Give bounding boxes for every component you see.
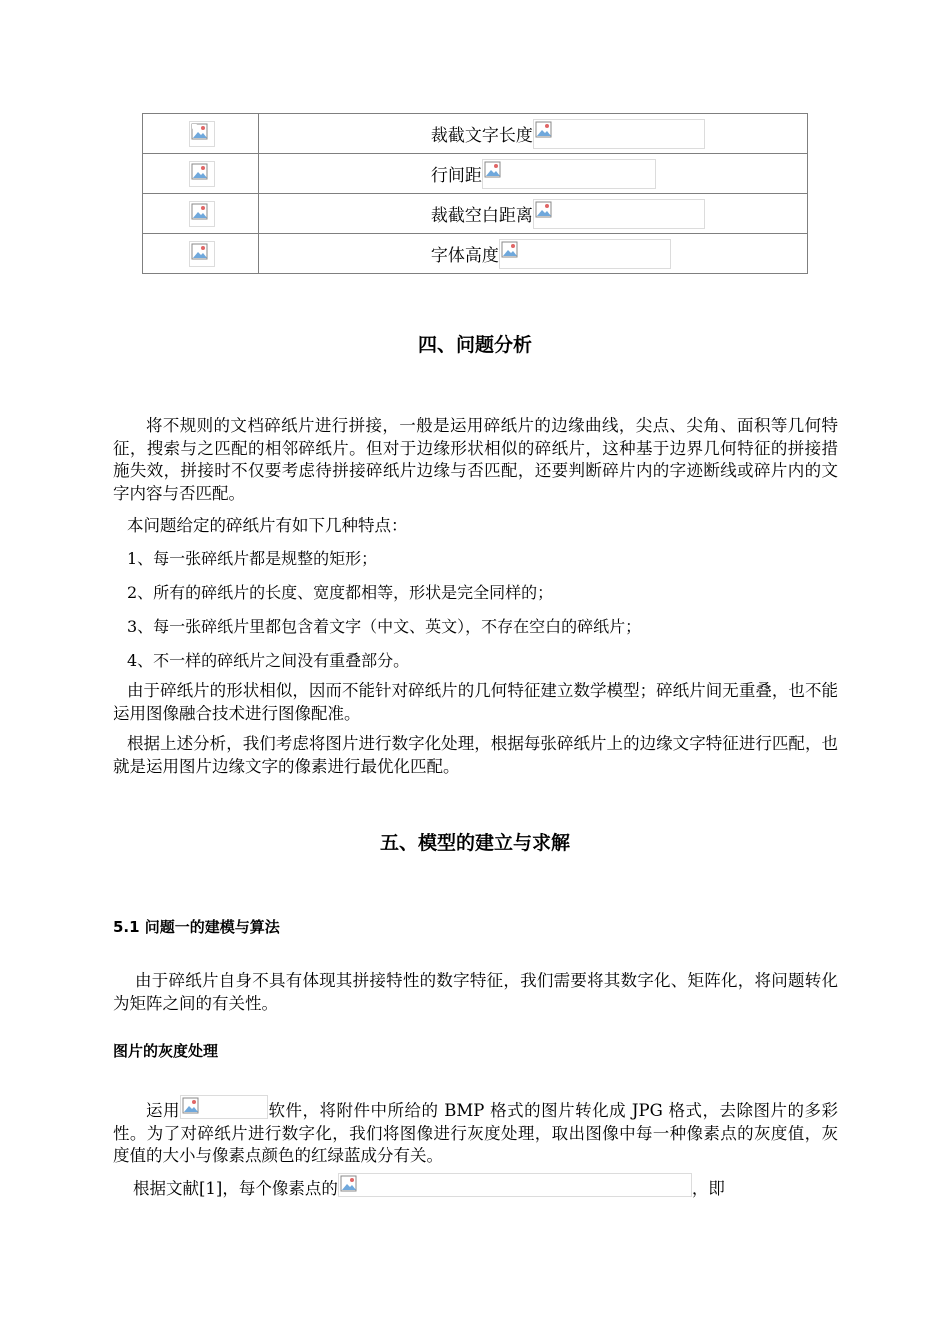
broken-image-icon	[189, 201, 215, 227]
paragraph-text: ，即	[691, 1179, 725, 1198]
section-5-title: 五、模型的建立与求解	[379, 832, 570, 854]
broken-image-icon	[338, 1173, 692, 1197]
broken-image-icon	[189, 161, 215, 187]
broken-image-icon	[482, 159, 656, 189]
broken-image-icon	[189, 121, 215, 147]
subsection-title: 图片的灰度处理	[113, 1042, 219, 1060]
list-item: 3、每一张碎纸片里都包含着文字（中文、英文），不存在空白的碎纸片；	[127, 617, 642, 636]
paragraph-text: 软件，将附件中所给的 BMP 格式的图片转化成 JPG 格式，去除图片的多彩性。为了对碎纸片进行数字化，我们将图像进行灰度处理，取出图像中每一种像素点的灰度值，灰度值的大小与像素点颜色的红绿蓝成分有关。	[113, 1101, 838, 1165]
paragraph-text: 运用	[146, 1101, 180, 1120]
paragraph	[113, 1173, 838, 1201]
broken-image-icon	[180, 1095, 268, 1119]
table-row	[143, 194, 808, 234]
table-row	[143, 234, 808, 274]
table-row	[143, 114, 808, 154]
paragraph: 由于碎纸片的形状相似，因而不能针对碎纸片的几何特征建立数学模型；碎纸片间无重叠，也不能运用图像融合技术进行图像配准。	[113, 681, 838, 723]
table-row	[143, 154, 808, 194]
paragraph: 由于碎纸片自身不具有体现其拼接特性的数字特征，我们需要将其数字化、矩阵化，将问题转化为矩阵之间的有关性。	[113, 971, 838, 1013]
section-4-title: 四、问题分析	[417, 334, 532, 356]
list-item: 2、所有的碎纸片的长度、宽度都相等，形状是完全同样的；	[127, 583, 554, 602]
paragraph: 根据上述分析，我们考虑将图片进行数字化处理，根据每张碎纸片上的边缘文字特征进行匹配，也就是运用图片边缘文字的像素进行最优化匹配。	[113, 734, 838, 776]
paragraph: 将不规则的文档碎纸片进行拼接，一般是运用碎纸片的边缘曲线，尖点、尖角、面积等几何特征，搜索与之匹配的相邻碎纸片。但对于边缘形状相似的碎纸片，这种基于边界几何特征的拼接措施失效，拼接时不仅要考虑待拼接碎纸片边缘与否匹配，还要判断碎片内的字迹断线或碎片内的文字内容与否匹配。	[113, 416, 838, 503]
list-item: 4、不一样的碎纸片之间没有重叠部分。	[127, 651, 410, 670]
paragraph-text: 根据文献[1]，每个像素点的	[133, 1179, 338, 1198]
broken-image-icon	[499, 239, 671, 269]
table-label: 裁截空白距离	[430, 206, 533, 226]
parameter-table	[142, 113, 808, 274]
paragraph: 本问题给定的碎纸片有如下几种特点：	[127, 516, 408, 535]
list-item: 1、每一张碎纸片都是规整的矩形；	[127, 549, 378, 568]
table-label: 字体高度	[430, 246, 499, 266]
table-label: 行间距	[430, 166, 482, 186]
paragraph	[113, 1095, 838, 1168]
broken-image-icon	[533, 199, 705, 229]
broken-image-icon	[189, 241, 215, 267]
subsection-title: 5.1 问题一的建模与算法	[113, 918, 280, 936]
table-label: 裁截文字长度	[430, 126, 533, 146]
broken-image-icon	[533, 119, 705, 149]
